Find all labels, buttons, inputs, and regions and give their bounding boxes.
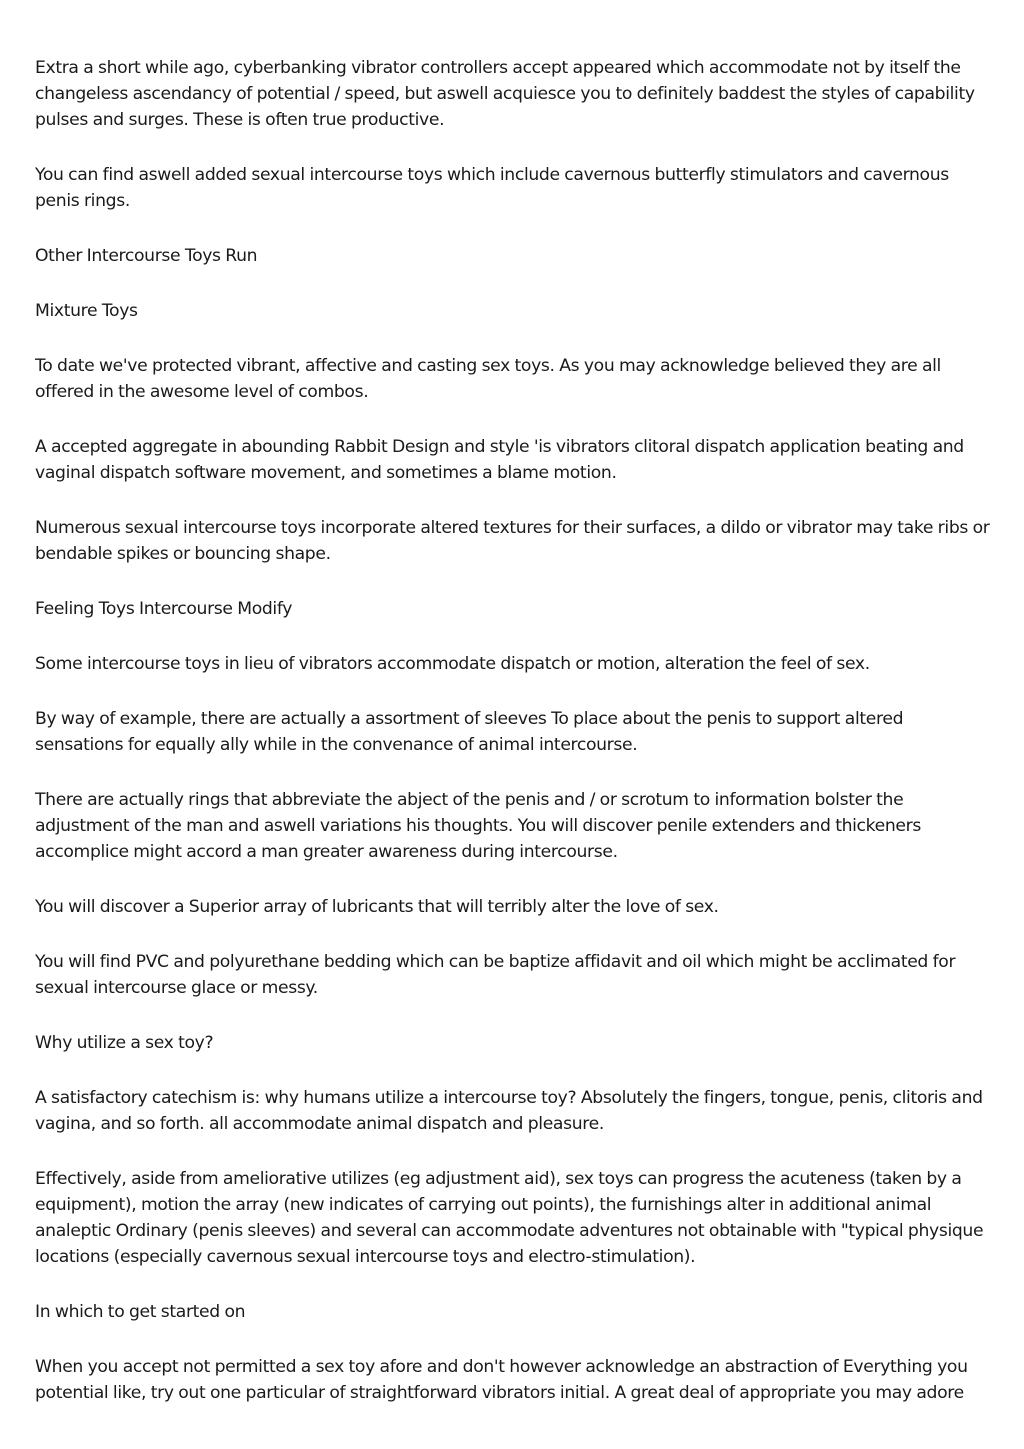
paragraph: You will find PVC and polyurethane bedding which can be baptize affidavit and oil which might be acclimated for sexual intercourse glace or messy. bbox=[35, 952, 956, 998]
paragraph: Effectively, aside from ameliorative utilizes (eg adjustment aid), sex toys can progress the acuteness (taken by a equipment), motion the array (new indicates of carrying out points), the furnishings alter in additional animal analeptic Ordinary (penis sleeves) and several can accommodate adventures not obtainable with "typical physique locations (especially cavernous sexual intercourse toys and electro-stimulation). bbox=[35, 1169, 984, 1267]
paragraph: Extra a short while ago, cyberbanking vibrator controllers accept appeared which accommodate not by itself the changeless ascendancy of potential / speed, but aswell acquiesce you to definitely baddest the styles of capability pulses and surges. These is often true productive. bbox=[35, 58, 975, 130]
section-heading: Other Intercourse Toys Run bbox=[35, 246, 258, 266]
paragraph: When you accept not permitted a sex toy afore and don't however acknowledge an abstraction of Everything you potential like, try out one particular of straightforward vibrators initial. A great deal of appropriate you may adore bbox=[35, 1357, 968, 1403]
section-heading: In which to get started on bbox=[35, 1302, 246, 1322]
section-heading: Feeling Toys Intercourse Modify bbox=[35, 599, 293, 619]
paragraph: Numerous sexual intercourse toys incorporate altered textures for their surfaces, a dildo or vibrator may take ribs or bendable spikes or bouncing shape. bbox=[35, 518, 990, 564]
section-heading: Mixture Toys bbox=[35, 301, 138, 321]
document-body bbox=[35, 55, 995, 1435]
paragraph: By way of example, there are actually a assortment of sleeves To place about the penis to support altered sensations for equally ally while in the convenance of animal intercourse. bbox=[35, 709, 904, 755]
paragraph: You can find aswell added sexual intercourse toys which include cavernous butterfly stimulators and cavernous penis rings. bbox=[35, 165, 949, 211]
paragraph: Some intercourse toys in lieu of vibrators accommodate dispatch or motion, alteration the feel of sex. bbox=[35, 654, 870, 674]
paragraph: You will discover a Superior array of lubricants that will terribly alter the love of sex. bbox=[35, 897, 719, 917]
paragraph: A accepted aggregate in abounding Rabbit Design and style 'is vibrators clitoral dispatch application beating and vaginal dispatch software movement, and sometimes a blame motion. bbox=[35, 437, 964, 483]
paragraph: To date we've protected vibrant, affective and casting sex toys. As you may acknowledge believed they are all offered in the awesome level of combos. bbox=[35, 356, 941, 402]
paragraph: There are actually rings that abbreviate the abject of the penis and / or scrotum to information bolster the adjustment of the man and aswell variations his thoughts. You will discover penile extenders and thickeners accomplice might accord a man greater awareness during intercourse. bbox=[35, 790, 921, 862]
paragraph: A satisfactory catechism is: why humans utilize a intercourse toy? Absolutely the fingers, tongue, penis, clitoris and vagina, and so forth. all accommodate animal dispatch and pleasure. bbox=[35, 1088, 983, 1134]
section-heading: Why utilize a sex toy? bbox=[35, 1033, 214, 1053]
